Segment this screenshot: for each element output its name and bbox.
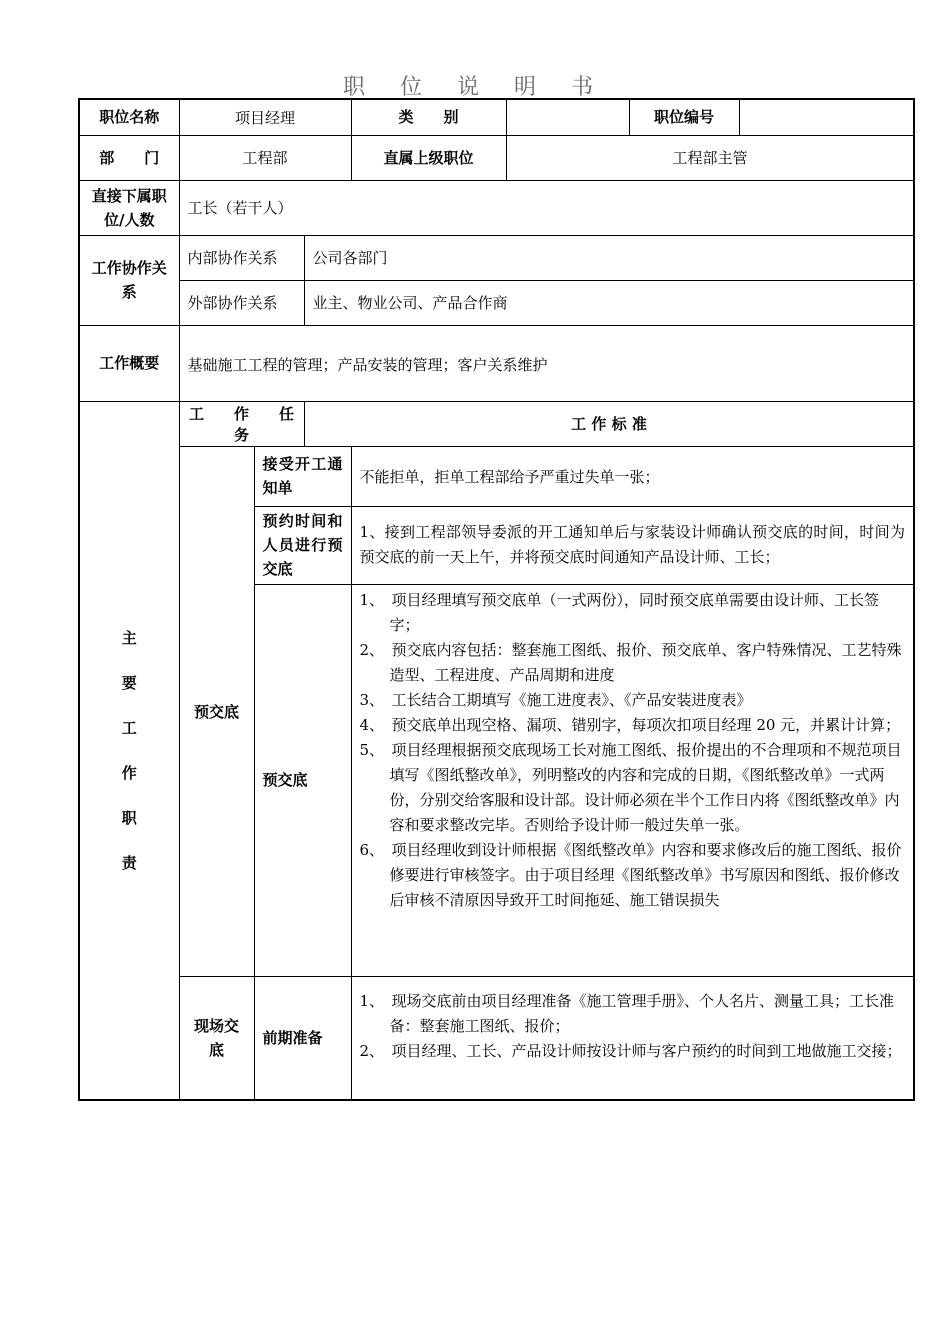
list-item: 1、 现场交底前由项目经理准备《施工管理手册》、个人名片、测量工具；工长准备：整套施工图纸、报价； xyxy=(359,991,895,1035)
standard-appoint: 1、接到工程部领导委派的开工通知单后与家装设计师确认预交底的时间，时间为预交底的前一天上午，并将预交底时间通知产品设计师、工长； xyxy=(351,506,914,584)
list-item: 2、 项目经理、工长、产品设计师按设计师与客户预约的时间到工地做施工交接； xyxy=(359,1041,902,1060)
list-item: 1、 项目经理填写预交底单（一式两份），同时预交底单需要由设计师、工长签字； xyxy=(359,590,880,634)
subordinates-value: 工长（若干人） xyxy=(179,180,914,235)
list-item: 6、 项目经理收到设计师根据《图纸整改单》内容和要求修改后的施工图纸、报价修要进行审核签字。由于项目经理《图纸整改单》书写原因和图纸、报价修改后审核不清原因导致开工时间拖延、施工错误损失 xyxy=(359,840,902,909)
position-name-value: 项目经理 xyxy=(179,99,351,135)
position-code-label: 职位编号 xyxy=(629,99,739,135)
list-item: 2、 预交底内容包括：整套施工图纸、报价、预交底单、客户特殊情况、工艺特殊造型、工程进度、产品周期和进度 xyxy=(359,640,902,684)
list-item: 5、 项目经理根据预交底现场工长对施工图纸、报价提出的不合理项和不规范项目填写《图纸整改单》，列明整改的内容和完成的日期，《图纸整改单》一式两份，分别交给客服和设计部。设计师必须在半个工作日内将《图纸整改单》内容和要求整改完毕。否则给予设计师一般过失单一张。 xyxy=(359,740,902,834)
category-value xyxy=(506,99,629,135)
relations-label: 工作协作关系 xyxy=(79,235,179,325)
pre-handover-group: 预交底 xyxy=(179,446,254,976)
list-item: 3、 工长结合工期填写《施工进度表》、《产品安装进度表》 xyxy=(359,690,752,709)
standard-header: 工 作 标 准 xyxy=(304,401,914,446)
standard-prep xyxy=(351,976,914,1100)
task-receive: 接受开工通知单 xyxy=(254,446,351,506)
site-handover-group: 现场交底 xyxy=(179,976,254,1100)
external-relation-label: 外部协作关系 xyxy=(179,280,304,325)
task-appoint: 预约时间和人员进行预交底 xyxy=(254,506,351,584)
department-value: 工程部 xyxy=(179,135,351,180)
department-label: 部 门 xyxy=(79,135,179,180)
summary-value: 基础施工工程的管理；产品安装的管理；客户关系维护 xyxy=(179,325,914,401)
subordinates-label: 直接下属职位/人数 xyxy=(79,180,179,235)
summary-label: 工作概要 xyxy=(79,325,179,401)
superior-label: 直属上级职位 xyxy=(351,135,506,180)
superior-value: 工程部主管 xyxy=(506,135,914,180)
task-prep: 前期准备 xyxy=(254,976,351,1100)
task-pre-handover: 预交底 xyxy=(254,584,351,976)
list-item: 4、 预交底单出现空格、漏项、错别字，每项次扣项目经理 20 元，并累计计算； xyxy=(359,715,901,734)
task-header: 工 作 任 务 xyxy=(179,401,304,446)
external-relation-value: 业主、物业公司、产品合作商 xyxy=(304,280,914,325)
document-title: 职 位 说 明 书 xyxy=(343,75,607,100)
position-name-label: 职位名称 xyxy=(79,99,179,135)
standard-receive: 不能拒单，拒单工程部给予严重过失单一张； xyxy=(351,446,914,506)
internal-relation-label: 内部协作关系 xyxy=(179,235,304,280)
category-label: 类 别 xyxy=(351,99,506,135)
position-code-value xyxy=(739,99,914,135)
internal-relation-value: 公司各部门 xyxy=(304,235,914,280)
job-description-table xyxy=(78,98,915,1101)
standard-pre-handover xyxy=(351,584,914,976)
duties-label: 主 要 工 作 职 责 xyxy=(79,401,179,1100)
